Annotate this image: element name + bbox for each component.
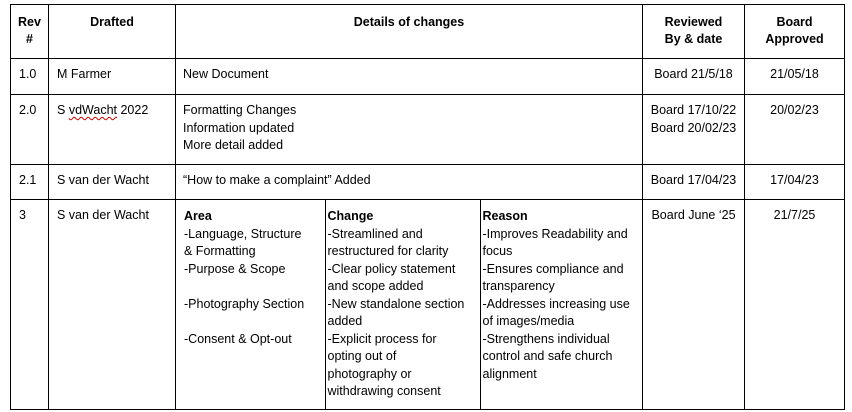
header-reviewed-line2: By & date: [664, 32, 723, 46]
area-spacer: [184, 278, 325, 296]
rev-number: 2.0: [11, 95, 49, 165]
reason-line: focus: [482, 244, 513, 258]
table-row: [11, 165, 845, 200]
change-line: -Clear policy statement: [327, 261, 456, 276]
change-line: New Document: [183, 67, 269, 81]
header-approved-line1: Board: [776, 15, 813, 29]
reviewed-by-date: [643, 165, 745, 200]
change-line: -New standalone section: [327, 296, 465, 311]
change-line: photography or: [327, 366, 412, 381]
drafted-by: [49, 95, 176, 165]
change-column: [325, 200, 480, 409]
rev-number: 2.1: [11, 165, 49, 200]
change-details: [176, 59, 643, 95]
reason-line: -Strengthens individual: [482, 331, 610, 346]
change-details-breakdown: [176, 200, 643, 410]
change-line: -Streamlined and: [327, 226, 423, 241]
reason-line: control and safe church: [482, 349, 613, 363]
area-column: [176, 200, 325, 409]
drafted-initial: S: [57, 103, 66, 117]
area-heading: Area: [184, 209, 212, 223]
table-row: [11, 59, 845, 95]
reason-column: [480, 200, 643, 409]
change-line: -Explicit process for: [327, 331, 437, 346]
change-details: [176, 95, 643, 165]
table-row: [11, 95, 845, 165]
change-line: Formatting Changes: [183, 103, 297, 117]
area-line: -Purpose & Scope: [184, 261, 286, 276]
change-line: and scope added: [327, 279, 424, 293]
header-rev-line2: #: [26, 32, 33, 46]
change-line: restructured for clarity: [327, 244, 449, 258]
reviewed-by-date: [643, 200, 745, 410]
board-approved-date: 20/02/23: [745, 95, 845, 165]
board-approved-date: 21/7/25: [745, 200, 845, 410]
rev-number: 1.0: [11, 59, 49, 95]
drafted-year: 2022: [120, 103, 149, 117]
board-approved-date: 17/04/23: [745, 165, 845, 200]
area-line: -Photography Section: [184, 296, 305, 311]
reviewed-line: Board 21/5/18: [654, 67, 733, 81]
reviewed-line: Board June ‘25: [651, 208, 736, 222]
change-breakdown-table: [176, 200, 643, 409]
reason-line: -Ensures compliance and: [482, 261, 624, 276]
reviewed-line: Board 20/02/23: [650, 120, 737, 135]
header-details: [176, 5, 643, 59]
reason-line: of images/media: [482, 314, 575, 328]
drafted-by: M Farmer: [49, 59, 176, 95]
change-heading: Change: [327, 209, 374, 223]
rev-number: 3: [11, 200, 49, 410]
drafted-by: S van der Wacht: [49, 200, 176, 410]
revision-history-table: [10, 4, 845, 410]
header-row: [11, 5, 845, 59]
reason-line: -Addresses increasing use: [482, 296, 630, 311]
drafted-by: S van der Wacht: [49, 165, 176, 200]
header-details-label: Details of changes: [353, 15, 465, 29]
area-line: -Consent & Opt-out: [184, 331, 292, 346]
reviewed-by-date: [643, 59, 745, 95]
header-approved-line2: Approved: [765, 32, 824, 46]
change-line: “How to make a complaint” Added: [183, 173, 371, 187]
header-reviewed: [643, 5, 745, 59]
change-line: added: [327, 314, 363, 328]
change-line: Information updated: [183, 120, 295, 135]
board-approved-date: 21/05/18: [745, 59, 845, 95]
reason-heading: Reason: [482, 209, 528, 223]
reviewed-by-date: [643, 95, 745, 165]
change-details: [176, 165, 643, 200]
header-approved: [745, 5, 845, 59]
change-line: More detail added: [183, 138, 284, 152]
header-drafted: [49, 5, 176, 59]
reviewed-line: Board 17/04/23: [650, 173, 737, 187]
spellcheck-flagged-word: vdWacht: [68, 103, 117, 117]
header-drafted-label: Drafted: [90, 15, 134, 29]
change-line: opting out of: [327, 349, 397, 363]
header-rev-line1: Rev: [18, 15, 41, 29]
header-reviewed-line1: Reviewed: [664, 15, 723, 29]
reason-line: alignment: [482, 366, 537, 381]
table-row: [11, 200, 845, 410]
header-rev: [11, 5, 49, 59]
change-line: withdrawing consent: [327, 384, 441, 398]
area-line: -Language, Structure: [184, 226, 302, 241]
area-spacer: [184, 313, 325, 331]
area-line: & Formatting: [184, 244, 256, 258]
reason-line: -Improves Readability and: [482, 226, 628, 241]
reason-line: transparency: [482, 279, 555, 293]
reviewed-line: Board 17/10/22: [650, 103, 737, 117]
